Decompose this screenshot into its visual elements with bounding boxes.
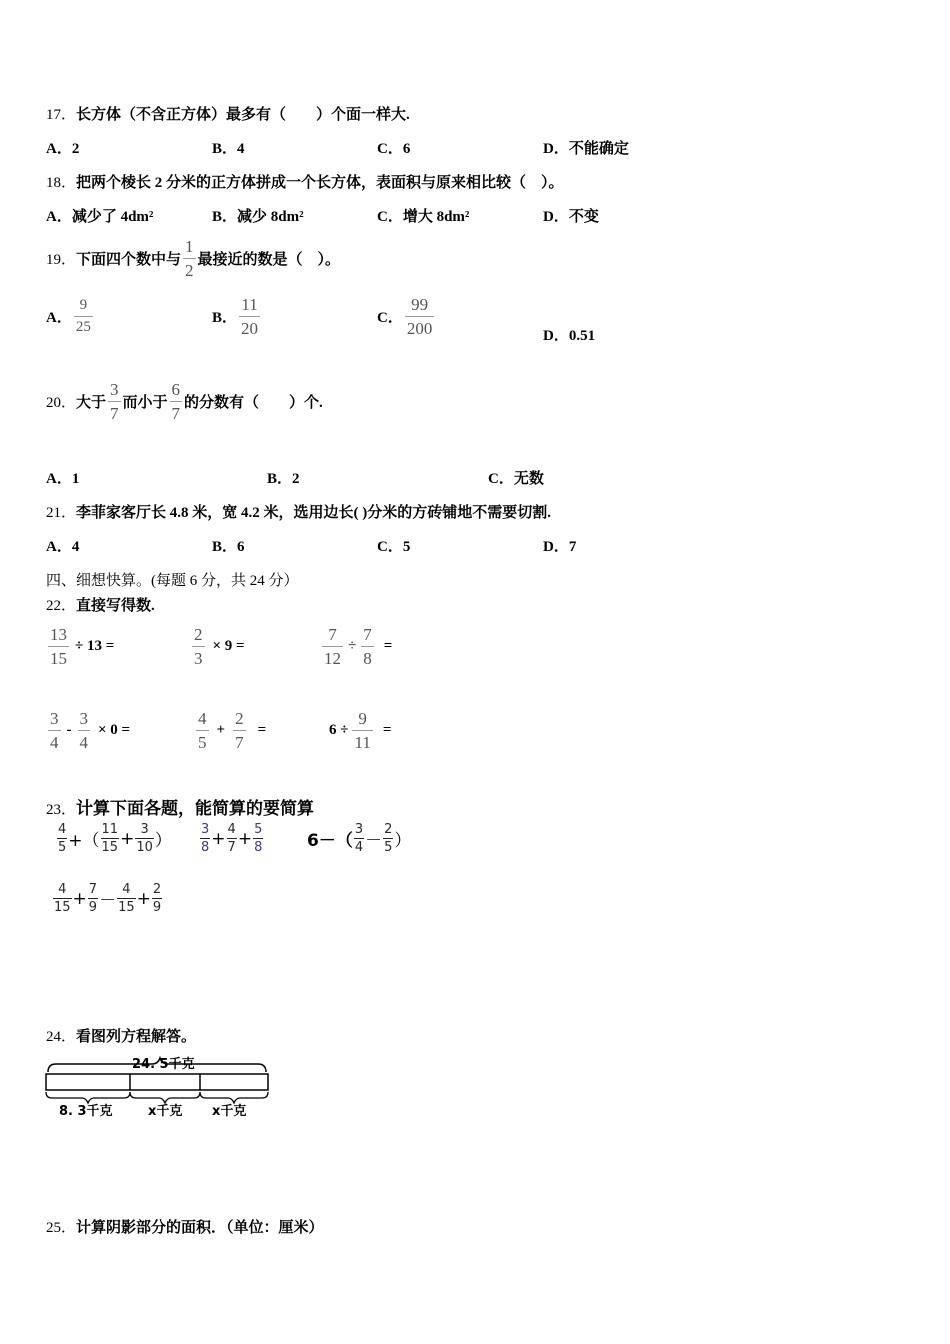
q23-e1-operator-1: +（ bbox=[68, 831, 100, 851]
q17-stem bbox=[46, 103, 410, 124]
q23-e1-close: ） bbox=[154, 831, 172, 851]
q22-e6-prefix: 6 ÷ bbox=[329, 722, 349, 738]
q22-e1-rest: ÷ 13 = bbox=[75, 638, 115, 654]
q20-text-1: 大于 bbox=[76, 395, 107, 411]
q19-option-c-fraction: $\frac{99}{200}$ bbox=[406, 295, 433, 338]
q22-expression-4 bbox=[46, 710, 130, 751]
q17-text: 长方体（不含正方体）最多有（ ）个面一样大. bbox=[76, 107, 410, 123]
q22-e3-operator: ÷ bbox=[348, 638, 357, 654]
q25-stem bbox=[46, 1216, 324, 1237]
q22-e3-fraction-2: $\frac{7}{8}$ bbox=[363, 625, 372, 668]
q23-e4-fraction-1: 4 15 bbox=[54, 882, 71, 915]
q18-text: 把两个棱长 2 分米的正方体拼成一个长方体，表面积与原来相比较（ ）。 bbox=[76, 175, 564, 191]
q18-stem bbox=[46, 171, 564, 192]
q24-diagram bbox=[44, 1050, 274, 1122]
q17-option-c[interactable]: C．6 bbox=[377, 141, 411, 157]
q23-e2-fraction-2: $\frac{4}{7}$ bbox=[227, 822, 236, 855]
q17-option-a[interactable]: A．2 bbox=[46, 141, 80, 157]
q23-e3-close: ） bbox=[394, 831, 412, 851]
q20-fraction-2: $\frac{6}{7}$ bbox=[171, 380, 181, 423]
q22-expression-2 bbox=[190, 626, 245, 667]
q23-e1-fraction-3: $\frac{3}{10}$ bbox=[136, 822, 153, 855]
q20-option-c[interactable]: C．无数 bbox=[488, 471, 544, 487]
q24-total-label: 24. 5千克 bbox=[132, 1057, 195, 1072]
q22-e4-rest: × 0 = bbox=[98, 722, 131, 738]
q22-e4-fraction-2: $\frac{3}{4}$ bbox=[79, 709, 88, 752]
q23-e1-operator-2: + bbox=[120, 828, 135, 849]
q19-text-before: 下面四个数中与 bbox=[76, 252, 182, 268]
q19-option-c[interactable]: C． $\frac{99}{200}$ bbox=[377, 295, 433, 338]
q18-option-d[interactable]: D．不变 bbox=[543, 209, 599, 225]
q19-option-b-fraction: $\frac{11}{20}$ bbox=[241, 295, 259, 338]
q19-option-a[interactable]: A． $\frac{9}{25}$ bbox=[46, 297, 91, 335]
q22-e4-fraction-1: $\frac{3}{4}$ bbox=[50, 709, 59, 752]
q23-expression-1 bbox=[56, 823, 172, 854]
q22-expression-6 bbox=[329, 710, 391, 751]
q21-text: 李菲家客厅长 4.8 米，宽 4.2 米，选用边长( )分米的方砖铺地不需要切割. bbox=[76, 505, 552, 521]
q23-e1-fraction-1: 4 5 bbox=[58, 822, 67, 855]
q22-e2-fraction: $\frac{2}{3}$ bbox=[194, 625, 203, 668]
q20-text-2: 而小于 bbox=[122, 395, 168, 411]
q22-e5-fraction-1: $\frac{4}{5}$ bbox=[198, 709, 207, 752]
q21-option-c[interactable]: C．5 bbox=[377, 539, 411, 555]
q21-option-b[interactable]: B．6 bbox=[212, 539, 245, 555]
q23-e4-fraction-3: 4 15 bbox=[118, 882, 135, 915]
q22-text: 直接写得数. bbox=[76, 598, 155, 614]
q20-option-a[interactable]: A．1 bbox=[46, 471, 80, 487]
q23-e3-prefix: 6－（ bbox=[307, 831, 353, 851]
q18-option-a[interactable]: A．减少了 4dm² bbox=[46, 209, 154, 225]
q23-expression-4 bbox=[52, 883, 163, 914]
q19-stem bbox=[46, 238, 340, 279]
q20-fraction-1: $\frac{3}{7}$ bbox=[110, 380, 119, 423]
q23-e2-fraction-3: $\frac{5}{8}$ bbox=[254, 822, 263, 855]
q22-e5-rest: = bbox=[257, 722, 267, 738]
q22-expression-5 bbox=[194, 710, 266, 751]
q19-half-fraction: $\frac{1}{2}$ bbox=[185, 237, 194, 280]
q24-segment-3-label: x千克 bbox=[212, 1104, 247, 1119]
q20-number: 20． bbox=[46, 395, 77, 411]
q24-stem bbox=[46, 1025, 196, 1046]
q23-e2-operator-2: + bbox=[237, 828, 253, 849]
q19-option-d[interactable]: D．0.51 bbox=[543, 328, 596, 344]
q23-e4-fraction-4: $\frac{2}{9}$ bbox=[152, 882, 162, 915]
q22-e6-rest: = bbox=[382, 722, 392, 738]
q22-expression-1 bbox=[46, 626, 114, 667]
q22-e5-fraction-2: $\frac{2}{7}$ bbox=[235, 709, 244, 752]
q19-text-after: 最接近的数是（ ）。 bbox=[197, 252, 341, 268]
q22-e4-operator: - bbox=[66, 722, 72, 738]
q21-stem bbox=[46, 501, 551, 522]
q20-option-b[interactable]: B．2 bbox=[267, 471, 300, 487]
q25-text: 计算阴影部分的面积．（单位：厘米） bbox=[76, 1220, 324, 1236]
q23-e2-fraction-1: 3 8 bbox=[201, 822, 210, 855]
q21-option-a[interactable]: A．4 bbox=[46, 539, 80, 555]
q22-expression-3 bbox=[320, 626, 392, 667]
q20-text-3: 的分数有（ ）个. bbox=[184, 395, 323, 411]
q23-e3-operator: － bbox=[365, 831, 383, 851]
q23-e3-fraction-2: 2 5 bbox=[384, 822, 393, 855]
q17-number: 17． bbox=[46, 107, 77, 123]
q23-expression-2 bbox=[199, 823, 264, 854]
q19-option-b[interactable]: B． $\frac{11}{20}$ bbox=[212, 295, 259, 338]
q22-number: 22． bbox=[46, 598, 77, 614]
q23-e1-fraction-2: 11 15 bbox=[101, 822, 119, 855]
q22-e6-fraction: $\frac{9}{11}$ bbox=[354, 709, 371, 752]
q17-option-b[interactable]: B．4 bbox=[212, 141, 245, 157]
q23-e3-fraction-1: 3 4 bbox=[354, 822, 364, 855]
q22-e3-fraction-1: $\frac{7}{12}$ bbox=[324, 625, 341, 668]
q22-e3-rest: = bbox=[383, 638, 393, 654]
q18-option-b[interactable]: B．减少 8dm² bbox=[212, 209, 304, 225]
q19-number: 19． bbox=[46, 252, 77, 268]
q23-stem bbox=[46, 794, 314, 819]
q24-text: 看图列方程解答。 bbox=[76, 1029, 197, 1045]
q17-option-d[interactable]: D．不能确定 bbox=[543, 141, 629, 157]
q24-number: 24． bbox=[46, 1029, 77, 1045]
q20-stem bbox=[46, 381, 323, 422]
q23-expression-3 bbox=[307, 823, 411, 854]
q22-e1-fraction: $\frac{13}{15}$ bbox=[50, 625, 67, 668]
q21-option-d[interactable]: D．7 bbox=[543, 539, 577, 555]
q23-e2-operator-1: + bbox=[211, 828, 226, 849]
q23-text: 计算下面各题，能简算的要简算 bbox=[76, 799, 315, 818]
q19-option-a-fraction: $\frac{9}{25}$ bbox=[75, 297, 91, 335]
q22-stem bbox=[46, 594, 155, 615]
q21-number: 21． bbox=[46, 505, 77, 521]
q18-option-c[interactable]: C．增大 8dm² bbox=[377, 209, 470, 225]
q18-number: 18． bbox=[46, 175, 77, 191]
q23-e4-operator-3: + bbox=[136, 888, 151, 909]
q24-segment-1-label: 8. 3千克 bbox=[59, 1104, 113, 1119]
q23-e4-operator-2: － bbox=[99, 891, 117, 911]
section-4-title: 四、细想快算。(每题 6 分，共 24 分） bbox=[46, 573, 299, 589]
q23-e4-fraction-2: $\frac{7}{9}$ bbox=[88, 882, 98, 915]
q24-segment-2-label: x千克 bbox=[148, 1104, 183, 1119]
q23-e4-operator-1: + bbox=[72, 888, 87, 909]
q25-number: 25． bbox=[46, 1220, 77, 1236]
q23-number: 23． bbox=[46, 802, 77, 818]
q22-e2-rest: × 9 = bbox=[212, 638, 245, 654]
q22-e5-operator: + bbox=[216, 722, 226, 738]
q24-bar bbox=[46, 1074, 268, 1090]
